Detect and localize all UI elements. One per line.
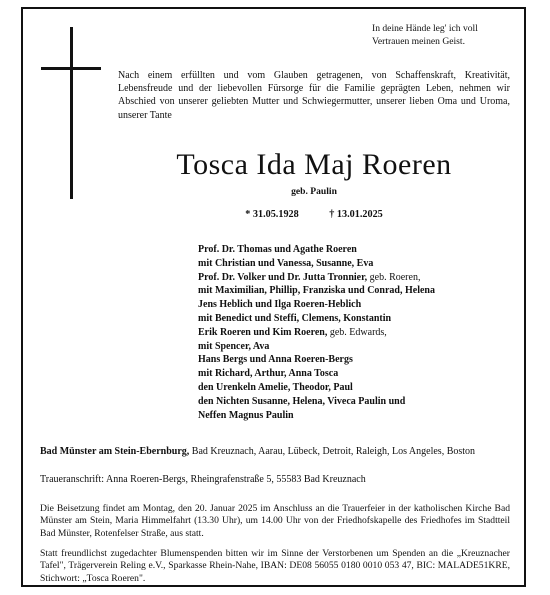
mourner-name: den Nichten Susanne, Helena, Viveca Paulin und — [198, 395, 406, 407]
mourner-name: mit Benedict und Steffi, Clemens, Konstantin — [198, 312, 392, 324]
mourner-line — [198, 353, 518, 367]
mourner-name: Neffen Magnus Paulin — [198, 409, 294, 421]
mourner-name: mit Christian und Vanessa, Susanne, Eva — [198, 257, 374, 269]
mourner-line — [198, 312, 518, 326]
mourner-line — [198, 367, 518, 381]
mourner-line — [198, 284, 518, 298]
mourner-name: mit Spencer, Ava — [198, 340, 270, 352]
obituary-notice — [21, 7, 526, 587]
maiden-name: geb. Paulin — [291, 186, 337, 197]
mourner-line — [198, 395, 518, 409]
places — [40, 445, 520, 459]
places-rest: Bad Kreuznach, Aarau, Lübeck, Detroit, Raleigh, Los Angeles, Boston — [189, 446, 476, 457]
motto-line: In deine Hände leg' ich voll — [372, 23, 478, 34]
mourning-address: Traueranschrift: Anna Roeren-Bergs, Rheingrafenstraße 5, 55583 Bad Kreuznach — [40, 474, 366, 485]
cross-icon-vertical — [70, 27, 73, 199]
mourner-line — [198, 409, 518, 423]
mourner-line — [198, 326, 518, 340]
mourners-list — [198, 243, 518, 422]
mourner-name: Erik Roeren und Kim Roeren, — [198, 326, 328, 338]
mourner-note: geb. Edwards, — [327, 326, 387, 338]
mourner-name: Hans Bergs und Anna Roeren-Bergs — [198, 354, 353, 366]
mourner-name: den Urenkeln Amelie, Theodor, Paul — [198, 381, 353, 393]
mourner-name: Prof. Dr. Volker und Dr. Jutta Tronnier, — [198, 271, 368, 283]
mourner-name: Jens Heblich und Ilga Roeren-Heblich — [198, 299, 362, 311]
mourner-name: mit Maximilian, Phillip, Franziska und Conrad, Helena — [198, 285, 435, 297]
mourner-line — [198, 271, 518, 285]
mourner-line — [198, 298, 518, 312]
mourner-name: Prof. Dr. Thomas und Agathe Roeren — [198, 244, 357, 255]
donation-info: Statt freundlichst zugedachter Blumenspenden bitten wir im Sinne der Verstorbenen um Spenden an die „Kreuznacher Tafel", Trägerverein Reling e.V., Sparkasse Rhein-Nahe, IBAN: DE08 56055 0180 0010 053 47, BIC: MALADE51KRE, Stichwort: „Tosca Roeren". — [40, 548, 510, 584]
motto-line: Vertrauen meinen Geist. — [372, 35, 465, 47]
mourner-note: geb. Roeren, — [367, 271, 421, 283]
life-dates — [118, 209, 510, 220]
motto — [372, 23, 522, 48]
mourner-name: mit Richard, Arthur, Anna Tosca — [198, 368, 339, 380]
mourner-line — [198, 243, 518, 257]
mourner-line — [198, 381, 518, 395]
cross-icon-horizontal — [41, 67, 101, 70]
places-primary: Bad Münster am Stein-Ebernburg, — [40, 446, 190, 457]
birth-date: * 31.05.1928 — [245, 209, 299, 220]
mourner-line — [198, 340, 518, 354]
deceased-name: Tosca Ida Maj Roeren — [176, 148, 452, 181]
death-date: † 13.01.2025 — [329, 209, 383, 220]
intro-text: Nach einem erfüllten und vom Glauben getragenen, von Schaffenskraft, Kreativität, Lebensfreude und der liebevollen Fürsorge für die Familie geprägten Leben, nehmen wir Abschied von unserer geliebten Mutter und Schwiegermutter, unserer lieben Oma und Uroma, unserer Tante — [118, 70, 510, 121]
mourner-line — [198, 257, 518, 271]
funeral-info: Die Beisetzung findet am Montag, den 20. Januar 2025 im Anschluss an die Trauerfeier in der katholischen Kirche Bad Münster am Stein, Maria Himmelfahrt (13.30 Uhr), um 14.00 Uhr von der Friedhofskapelle des Friedhofes im Stadtteil Bad Münster, Rotenfelser Straße, aus statt. — [40, 503, 510, 539]
